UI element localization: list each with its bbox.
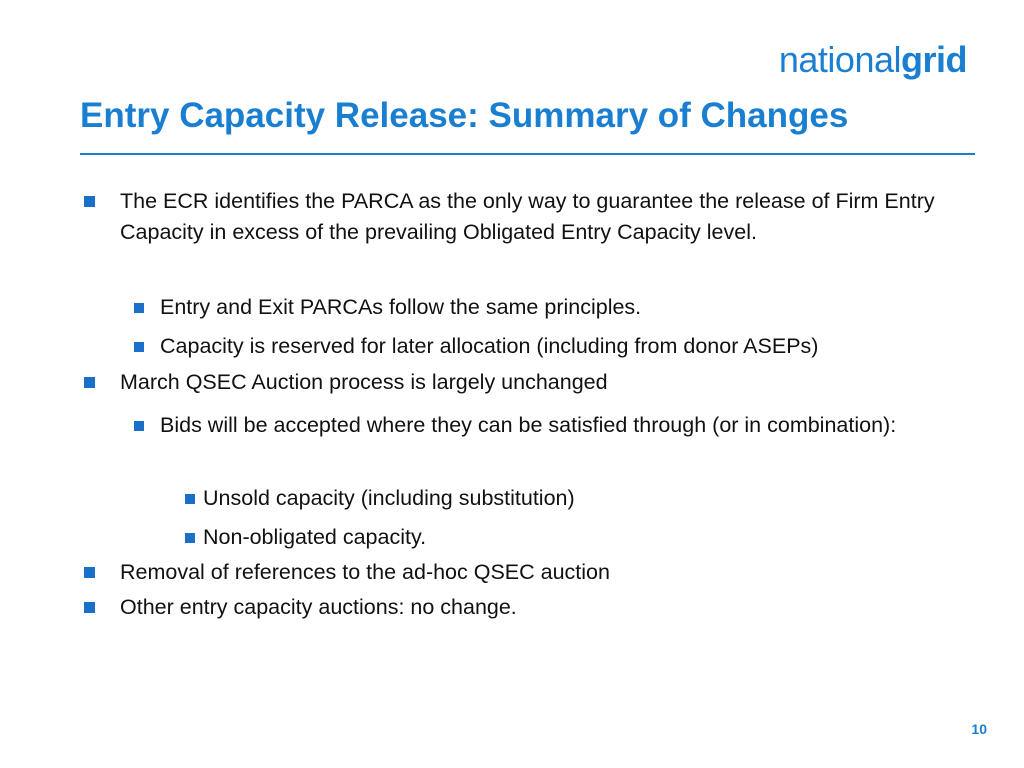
page-number: 10 [971, 721, 987, 737]
bullet-item [84, 557, 974, 588]
square-bullet-icon [84, 196, 95, 207]
square-bullet-icon [134, 303, 144, 313]
bullet-item [84, 367, 974, 398]
bullet-item [84, 186, 974, 248]
sub-bullet-item [134, 410, 904, 441]
bullet-text: Unsold capacity (including substitution) [203, 486, 575, 510]
bullet-text: Non-obligated capacity. [203, 525, 427, 549]
bullet-text: March QSEC Auction process is largely unchanged [120, 370, 608, 394]
bullet-text: Bids will be accepted where they can be satisfied through (or in combination): [160, 413, 897, 437]
bullet-text: Removal of references to the ad-hoc QSEC auction [120, 560, 610, 584]
square-bullet-icon [134, 421, 144, 431]
bullet-text: The ECR identifies the PARCA as the only way to guarantee the release of Firm Entry Capacity in excess of the prevailing Obligated Entry Capacity level. [120, 189, 935, 244]
bullet-text: Entry and Exit PARCAs follow the same principles. [160, 295, 642, 319]
sub-bullet-item [134, 292, 974, 323]
title-divider [80, 153, 975, 155]
slide-title: Entry Capacity Release: Summary of Changes [80, 96, 849, 135]
square-bullet-icon [84, 602, 95, 613]
square-bullet-icon [134, 342, 144, 352]
bullet-text: Capacity is reserved for later allocation (including from donor ASEPs) [160, 334, 819, 358]
bullet-item [84, 592, 974, 623]
square-bullet-icon [185, 494, 195, 504]
logo-part-grid: grid [901, 39, 967, 80]
logo-part-national: national [778, 39, 901, 80]
bullet-text: Other entry capacity auctions: no change. [120, 595, 517, 619]
sub-sub-bullet-item [185, 483, 965, 514]
square-bullet-icon [185, 533, 195, 543]
sub-sub-bullet-item [185, 522, 965, 553]
square-bullet-icon [84, 567, 95, 578]
national-grid-logo [779, 40, 967, 80]
square-bullet-icon [84, 377, 95, 388]
sub-bullet-item [134, 331, 974, 362]
